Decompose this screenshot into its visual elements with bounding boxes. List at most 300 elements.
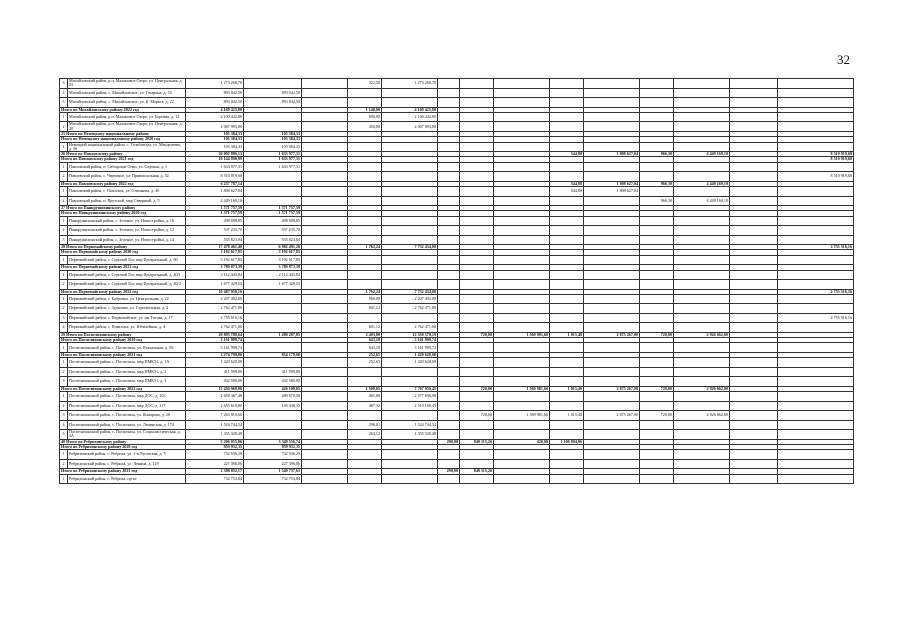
value-cell: 145 438,35 — [244, 401, 302, 411]
address-cell: Павловский район, п. Прутской, мкр Северный, д. 5 — [68, 196, 186, 206]
value-cell: 442 580,00 — [186, 377, 244, 387]
value-cell — [730, 88, 778, 98]
value-cell — [730, 196, 778, 206]
value-cell — [494, 377, 550, 387]
value-cell — [778, 367, 854, 377]
value-cell — [438, 459, 460, 469]
value-cell — [730, 187, 778, 197]
value-cell — [438, 142, 460, 152]
table-row — [60, 411, 854, 421]
value-cell — [584, 280, 640, 290]
value-cell — [244, 122, 302, 132]
value-cell — [382, 377, 438, 387]
row-title: Итого по Первомайскому району 2021 год — [60, 265, 186, 270]
value-cell — [730, 313, 778, 323]
value-cell — [730, 216, 778, 226]
value-cell: 720,00 — [640, 332, 674, 337]
value-cell: 2 762 471,00 — [186, 323, 244, 333]
value-cell — [778, 392, 854, 402]
value-cell — [778, 474, 854, 484]
value-cell: 290,00 — [438, 439, 460, 444]
value-cell — [302, 401, 348, 411]
row-number: 1 — [60, 255, 68, 265]
value-cell — [640, 255, 674, 265]
value-cell: 732 536,29 — [186, 450, 244, 460]
value-cell: 8 510 919,68 — [186, 172, 244, 182]
value-cell — [730, 270, 778, 280]
value-cell — [438, 420, 460, 430]
row-title: 25 Итого по Немецкому национальному району — [60, 131, 186, 136]
value-cell — [302, 142, 348, 152]
value-cell — [584, 323, 640, 333]
row-number: 1 — [60, 216, 68, 226]
value-cell — [244, 172, 302, 182]
value-cell — [460, 270, 494, 280]
value-cell — [438, 255, 460, 265]
value-cell — [494, 255, 550, 265]
value-cell: 732 753,84 — [244, 474, 302, 484]
value-cell — [348, 280, 382, 290]
value-cell — [778, 255, 854, 265]
value-cell — [640, 474, 674, 484]
value-cell — [584, 358, 640, 368]
value-cell — [730, 280, 778, 290]
value-cell — [438, 226, 460, 236]
value-cell — [302, 79, 348, 89]
value-cell: 252,65 — [348, 358, 382, 368]
value-cell — [674, 122, 730, 132]
table-row — [60, 216, 854, 226]
value-cell — [302, 459, 348, 469]
register-table — [59, 78, 854, 484]
value-cell — [382, 255, 438, 265]
value-cell — [550, 474, 584, 484]
value-cell — [382, 367, 438, 377]
row-number: 1 — [60, 270, 68, 280]
value-cell: 601,12 — [348, 323, 382, 333]
value-cell — [674, 235, 730, 245]
value-cell — [550, 142, 584, 152]
page-number: 32 — [837, 52, 850, 67]
table-row — [60, 459, 854, 469]
value-cell: 1 524 744,54 — [186, 420, 244, 430]
value-cell: 3 789 873,39 — [244, 265, 302, 270]
value-cell — [494, 343, 550, 353]
value-cell — [674, 358, 730, 368]
value-cell — [584, 162, 640, 172]
value-cell — [244, 79, 302, 89]
value-cell — [438, 112, 460, 122]
value-cell: 3 192 617,85 — [186, 255, 244, 265]
value-cell — [584, 294, 640, 304]
value-cell: 105 384,33 — [244, 131, 302, 136]
row-title: 40 Итого по Ребрихинскому району — [60, 439, 186, 444]
value-cell — [550, 196, 584, 206]
value-cell — [550, 377, 584, 387]
value-cell — [674, 430, 730, 440]
value-cell — [438, 88, 460, 98]
address-cell: Панкрушихинский район, с. Зеленое, ул. Новостройка, д. 12 — [68, 226, 186, 236]
value-cell: 2 100 442,80 — [382, 112, 438, 122]
value-cell: 2 655 618,80 — [186, 401, 244, 411]
address-cell: Первомайский район, с. Сорочий Лог, мкр Центральный, д. 40/1 — [68, 270, 186, 280]
value-cell: 720,00 — [640, 411, 674, 421]
table-row — [60, 474, 854, 484]
value-cell: 2 658 367,48 — [186, 392, 244, 402]
address-cell: Панкрушихинский район, с. Зеленое, ул. Новостройка, д. 16 — [68, 216, 186, 226]
row-number: 3 — [60, 313, 68, 323]
value-cell — [460, 304, 494, 314]
table-row — [60, 88, 854, 98]
value-cell — [550, 280, 584, 290]
row-number: 3 — [60, 411, 68, 421]
row-number: 1 — [60, 294, 68, 304]
address-cell: Михайловский район, с. Михайловское, ул. К. Маркса, д. 22 — [68, 98, 186, 108]
value-cell: 4 449 169,10 — [674, 152, 730, 157]
value-cell: 2 875 267,00 — [584, 386, 640, 391]
value-cell: 720,00 — [460, 332, 494, 337]
table-row — [60, 280, 854, 290]
value-cell — [494, 162, 550, 172]
row-number: 5 — [60, 430, 68, 440]
value-cell — [730, 323, 778, 333]
value-cell — [302, 88, 348, 98]
value-cell: 2 067 993,00 — [382, 122, 438, 132]
value-cell — [730, 98, 778, 108]
value-cell — [640, 343, 674, 353]
value-cell: 20 893 788,64 — [186, 332, 244, 337]
value-cell — [674, 459, 730, 469]
row-number: 2 — [60, 280, 68, 290]
value-cell — [460, 358, 494, 368]
value-cell — [460, 79, 494, 89]
value-cell — [460, 401, 494, 411]
value-cell: 1 420 620,00 — [382, 352, 438, 357]
value-cell — [778, 430, 854, 440]
value-cell — [302, 196, 348, 206]
value-cell — [438, 270, 460, 280]
row-title: Итого по Первомайскому району 2020 год — [60, 250, 186, 255]
value-cell — [302, 450, 348, 460]
value-cell — [778, 377, 854, 387]
value-cell — [494, 88, 550, 98]
table-row — [60, 377, 854, 387]
value-cell: 2 755 516,16 — [778, 245, 854, 250]
row-number: 1 — [60, 474, 68, 484]
value-cell — [778, 459, 854, 469]
value-cell: 1 508,05 — [348, 386, 382, 391]
value-cell: 2 755 516,16 — [778, 289, 854, 294]
row-number: 2 — [60, 226, 68, 236]
value-cell — [778, 112, 854, 122]
value-cell — [778, 401, 854, 411]
table-row — [60, 235, 854, 245]
value-cell — [348, 459, 382, 469]
value-cell: 1 569 981,60 — [494, 332, 550, 337]
value-cell — [550, 343, 584, 353]
value-cell — [244, 358, 302, 368]
value-cell — [302, 392, 348, 402]
value-cell — [550, 122, 584, 132]
address-cell: Михайловский район, р.п. Малиновое Озеро, ул. Центральная, д. 20 — [68, 122, 186, 132]
value-cell — [302, 420, 348, 430]
value-cell — [494, 358, 550, 368]
row-title: Итого по Павловскому району 2021 год — [60, 157, 186, 162]
value-cell — [674, 172, 730, 182]
value-cell — [348, 196, 382, 206]
value-cell — [778, 294, 854, 304]
value-cell — [674, 226, 730, 236]
value-cell: 2 875 267,00 — [584, 411, 640, 421]
value-cell — [550, 450, 584, 460]
value-cell: 893 042,50 — [186, 98, 244, 108]
value-cell — [674, 323, 730, 333]
value-cell — [640, 313, 674, 323]
value-cell — [730, 474, 778, 484]
row-number: 3 — [60, 79, 68, 89]
value-cell: 2 762 471,00 — [382, 304, 438, 314]
value-cell: 1 808 627,04 — [584, 152, 640, 157]
row-number: 1 — [60, 358, 68, 368]
address-cell: Поспелихинский район, с. Поспелиха, мкр ПМК51, д. 1А — [68, 358, 186, 368]
value-cell — [348, 270, 382, 280]
value-cell — [778, 411, 854, 421]
value-cell — [460, 450, 494, 460]
value-cell — [460, 122, 494, 132]
value-cell — [674, 401, 730, 411]
table-row — [60, 343, 854, 353]
value-cell: 296,01 — [348, 420, 382, 430]
value-cell: 1 420 620,00 — [186, 358, 244, 368]
value-cell — [640, 79, 674, 89]
table-row — [60, 392, 854, 402]
value-cell — [550, 294, 584, 304]
value-cell: 4 449 160,10 — [674, 196, 730, 206]
value-cell — [302, 358, 348, 368]
value-cell — [778, 280, 854, 290]
value-cell — [348, 313, 382, 323]
value-cell: 4 449 169,10 — [674, 181, 730, 186]
value-cell — [730, 235, 778, 245]
value-cell: 17 478 461,40 — [186, 245, 244, 250]
address-cell: Поспелихинский район, с. Поспелиха, ул. Вокзальная, д. 56 — [68, 343, 186, 353]
value-cell — [674, 79, 730, 89]
table-row — [60, 255, 854, 265]
value-cell — [382, 172, 438, 182]
value-cell — [460, 216, 494, 226]
value-cell — [438, 98, 460, 108]
table-row — [60, 226, 854, 236]
value-cell: 10 487 950,16 — [186, 289, 244, 294]
value-cell — [550, 459, 584, 469]
value-cell — [584, 172, 640, 182]
value-cell — [584, 474, 640, 484]
value-cell — [674, 343, 730, 353]
table-row — [60, 294, 854, 304]
value-cell — [674, 162, 730, 172]
value-cell: 966,30 — [640, 181, 674, 186]
value-cell — [382, 459, 438, 469]
value-cell: 12 350 570,19 — [382, 332, 438, 337]
value-cell — [778, 98, 854, 108]
value-cell — [730, 392, 778, 402]
value-cell — [640, 235, 674, 245]
value-cell — [730, 255, 778, 265]
value-cell — [640, 122, 674, 132]
row-title: 26 Итого по Павловскому району — [60, 152, 186, 157]
row-number: 2 — [60, 367, 68, 377]
value-cell — [640, 280, 674, 290]
value-cell — [438, 323, 460, 333]
row-number: 5 — [60, 98, 68, 108]
value-cell — [640, 142, 674, 152]
value-cell — [438, 474, 460, 484]
value-cell: 2 112 443,84 — [244, 270, 302, 280]
value-cell — [302, 411, 348, 421]
value-cell — [550, 323, 584, 333]
row-title: Итого по Панкрушихинскому району 2020 год — [60, 211, 186, 216]
value-cell: 227 396,06 — [186, 459, 244, 469]
value-cell — [302, 343, 348, 353]
value-cell — [460, 226, 494, 236]
value-cell — [550, 216, 584, 226]
value-cell — [348, 450, 382, 460]
value-cell — [730, 343, 778, 353]
value-cell — [438, 187, 460, 197]
value-cell: 2 112 443,84 — [186, 270, 244, 280]
value-cell — [302, 280, 348, 290]
row-number: 2 — [60, 401, 68, 411]
value-cell — [460, 172, 494, 182]
value-cell — [584, 313, 640, 323]
address-cell: Михайловский район, р.п. Малиновое Озеро, ул. Центральная, д. 23 — [68, 79, 186, 89]
value-cell — [302, 294, 348, 304]
value-cell — [302, 162, 348, 172]
value-cell — [460, 430, 494, 440]
value-cell — [584, 270, 640, 280]
value-cell: 1 808 627,04 — [584, 181, 640, 186]
value-cell — [460, 323, 494, 333]
value-cell: 2 755 516,16 — [186, 313, 244, 323]
value-cell: 720,00 — [640, 386, 674, 391]
value-cell — [302, 235, 348, 245]
table-row — [60, 367, 854, 377]
value-cell: 3 349 556,74 — [244, 439, 302, 444]
value-cell — [730, 420, 778, 430]
value-cell — [730, 377, 778, 387]
value-cell — [302, 187, 348, 197]
value-cell: 2 403,80 — [348, 332, 382, 337]
value-cell — [550, 430, 584, 440]
value-cell — [550, 313, 584, 323]
value-cell — [302, 367, 348, 377]
table-row — [60, 187, 854, 197]
value-cell: 1 355 328,48 — [186, 430, 244, 440]
value-cell — [348, 377, 382, 387]
value-cell — [730, 142, 778, 152]
value-cell: 1 571 757,59 — [186, 206, 244, 211]
value-cell: 732 536,29 — [244, 450, 302, 460]
value-cell — [640, 459, 674, 469]
table-row — [60, 420, 854, 430]
value-cell — [244, 112, 302, 122]
value-cell — [640, 172, 674, 182]
value-cell: 2 398 852,17 — [186, 469, 244, 474]
value-cell — [778, 79, 854, 89]
value-cell: 2 100 442,80 — [186, 112, 244, 122]
value-cell: 3 161 999,74 — [382, 343, 438, 353]
value-cell: 6 982 491,26 — [244, 245, 302, 250]
value-cell — [640, 358, 674, 368]
value-cell: 2 067 993,00 — [186, 122, 244, 132]
value-cell — [302, 122, 348, 132]
value-cell: 2 207 492,00 — [382, 294, 438, 304]
value-cell — [438, 358, 460, 368]
table-row — [60, 313, 854, 323]
value-cell — [460, 377, 494, 387]
value-cell — [494, 450, 550, 460]
address-cell: Поспелихинский район, с. Поспелиха, мкр ДОС, д. 103 — [68, 392, 186, 402]
value-cell — [460, 142, 494, 152]
value-cell: 1 571 757,59 — [244, 211, 302, 216]
value-cell — [550, 98, 584, 108]
value-cell: 3 161 999,74 — [186, 343, 244, 353]
value-cell: 544,80 — [550, 152, 584, 157]
table-row — [60, 304, 854, 314]
value-cell — [244, 294, 302, 304]
value-cell — [674, 255, 730, 265]
value-cell: 1 549 737,61 — [244, 469, 302, 474]
value-cell — [674, 304, 730, 314]
value-cell — [730, 294, 778, 304]
value-cell — [494, 459, 550, 469]
value-cell: 105 384,33 — [244, 137, 302, 142]
value-cell — [584, 377, 640, 387]
value-cell: 10 144 896,99 — [186, 157, 244, 162]
value-cell: 227 396,06 — [244, 459, 302, 469]
value-cell — [674, 313, 730, 323]
value-cell — [348, 367, 382, 377]
value-cell — [640, 187, 674, 197]
value-cell — [584, 367, 640, 377]
address-cell: Ребрихинский район, с. Ребриха, ул. Ленина, д. 129 — [68, 459, 186, 469]
value-cell — [584, 216, 640, 226]
value-cell: 8 510 919,68 — [778, 152, 854, 157]
value-cell — [730, 450, 778, 460]
value-cell — [550, 79, 584, 89]
value-cell — [640, 88, 674, 98]
value-cell — [494, 98, 550, 108]
value-cell — [382, 450, 438, 460]
value-cell — [778, 270, 854, 280]
value-cell: 966,30 — [640, 152, 674, 157]
value-cell — [460, 196, 494, 206]
value-cell — [550, 401, 584, 411]
address-cell: Ребрихинский район, с. Ребриха, ул. 1-я Луговская, д. 5 — [68, 450, 186, 460]
value-cell — [674, 367, 730, 377]
value-cell — [438, 79, 460, 89]
value-cell — [550, 255, 584, 265]
value-cell: 461,60 — [348, 392, 382, 402]
value-cell — [438, 304, 460, 314]
value-cell — [494, 112, 550, 122]
value-cell: 498 698,85 — [244, 216, 302, 226]
table-row — [60, 450, 854, 460]
value-cell: 1 571 757,59 — [186, 211, 244, 216]
value-cell — [494, 304, 550, 314]
register-body — [60, 79, 854, 484]
value-cell — [438, 377, 460, 387]
